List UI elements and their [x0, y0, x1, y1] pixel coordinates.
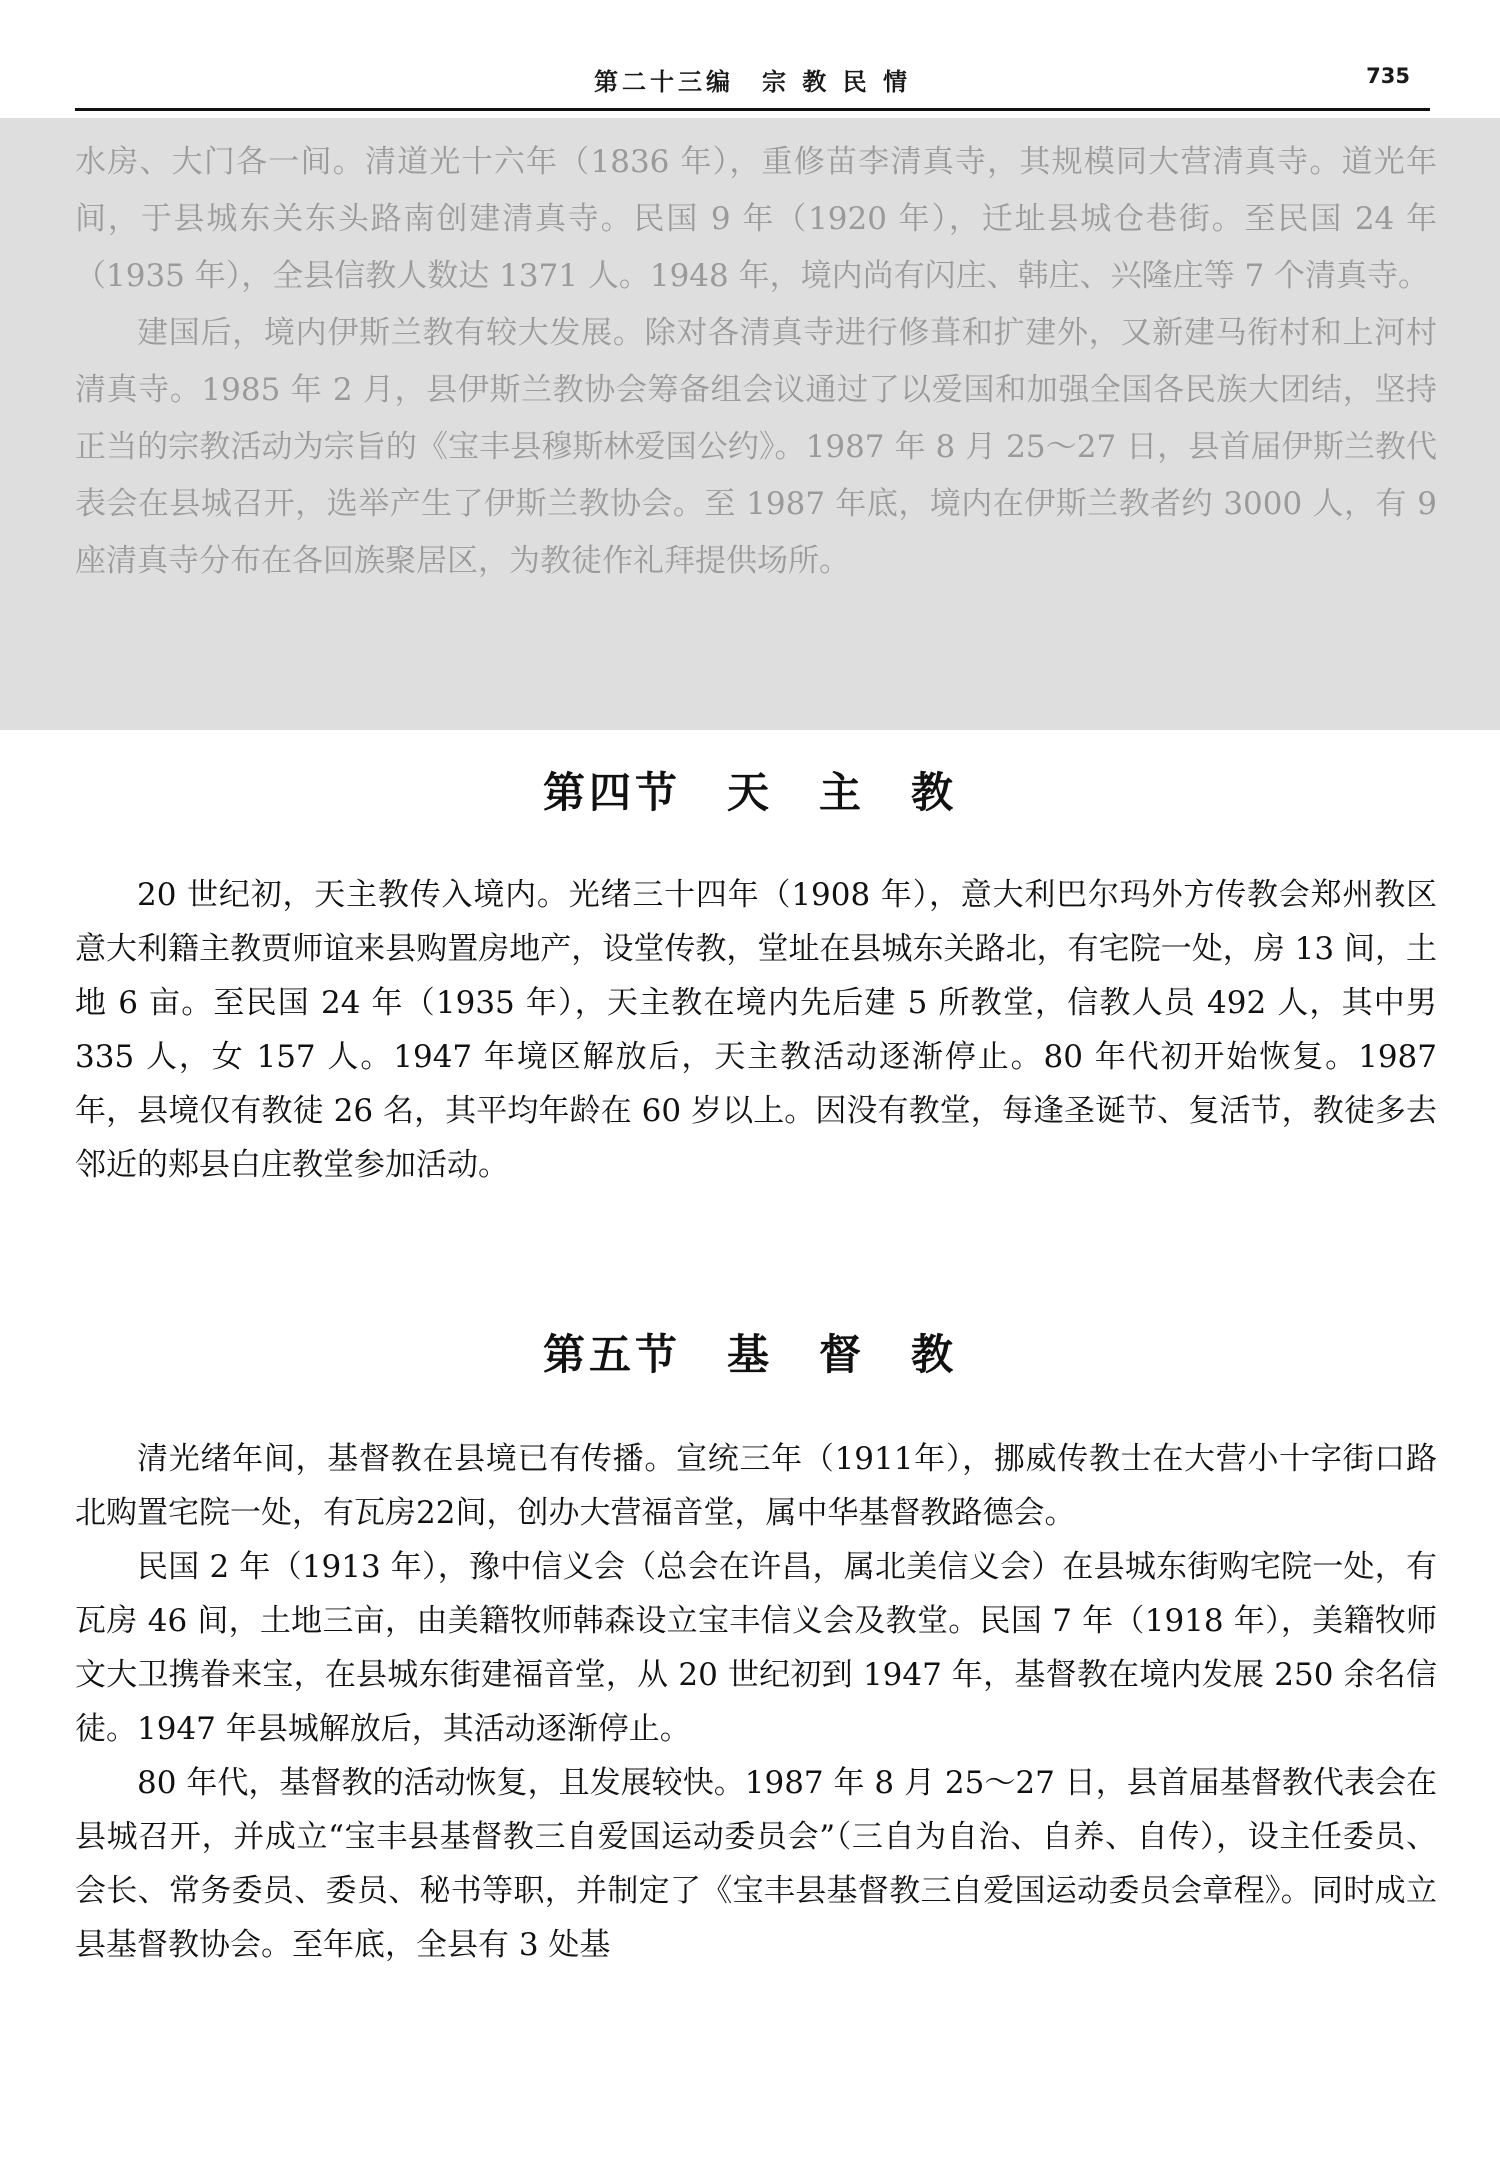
faded-continuation-block	[0, 118, 1500, 730]
section-5-paragraph-2: 民国 2 年（1913 年），豫中信义会（总会在许昌，属北美信义会）在县城东街购宅院一处，有瓦房 46 间，土地三亩，由美籍牧师韩森设立宝丰信义会及教堂。民国 7 年（1918 年），美籍牧师文大卫携眷来宝，在县城东街建福音堂，从 20 世纪初到 1947 年，基督教在境内发展 250 余名信徒。1947 年县城解放后，其活动逐渐停止。	[75, 1549, 1437, 1747]
section-5-title-char-1: 基	[726, 1330, 773, 1379]
section-5-number: 第五节	[542, 1330, 681, 1379]
section-4-title-char-1: 天	[726, 768, 773, 817]
section-4-paragraph-1: 20 世纪初，天主教传入境内。光绪三十四年（1908 年），意大利巴尔玛外方传教会郑州教区意大利籍主教贾师谊来县购置房地产，设堂传教，堂址在县城东关路北，有宅院一处，房 13 间，土地 6 亩。至民国 24 年（1935 年），天主教在境内先后建 5 所教堂，信教人员 492 人，其中男 335 人，女 157 人。1947 年境区解放后，天主教活动逐渐停止。80 年代初开始恢复。1987 年，县境仅有教徒 26 名，其平均年龄在 60 岁以上。因没有教堂，每逢圣诞节、复活节，教徒多去邻近的郏县白庄教堂参加活动。	[75, 877, 1437, 1183]
section-5-paragraph-1: 清光绪年间，基督教在县境已有传播。宣统三年（1911年），挪威传教士在大营小十字街口路北购置宅院一处，有瓦房22间，创办大营福音堂，属中华基督教路德会。	[75, 1441, 1437, 1531]
section-5-title-char-2: 督	[819, 1330, 866, 1379]
section-4-title-char-3: 教	[911, 768, 958, 817]
header-title: 第二十三编 宗 教 民 情	[593, 68, 912, 96]
section-5-body	[75, 1432, 1437, 1972]
faded-paragraph-2: 建国后，境内伊斯兰教有较大发展。除对各清真寺进行修葺和扩建外，又新建马衔村和上河村清真寺。1985 年 2 月，县伊斯兰教协会筹备组会议通过了以爱国和加强全国各民族大团结，坚持正当的宗教活动为宗旨的《宝丰县穆斯林爱国公约》。1987 年 8 月 25～27 日，县首届伊斯兰教代表会在县城召开，选举产生了伊斯兰教协会。至 1987 年底，境内在伊斯兰教者约 3000 人，有 9 座清真寺分布在各回族聚居区，为教徒作礼拜提供场所。	[75, 315, 1437, 579]
running-header	[75, 58, 1430, 111]
faded-text	[75, 134, 1437, 590]
section-4-body	[75, 868, 1437, 1192]
faded-paragraph-1: 水房、大门各一间。清道光十六年（1836 年），重修苗李清真寺，其规模同大营清真寺。道光年间，于县城东关东头路南创建清真寺。民国 9 年（1920 年），迁址县城仓巷街。至民国 24 年（1935 年），全县信教人数达 1371 人。1948 年，境内尚有闪庄、韩庄、兴隆庄等 7 个清真寺。	[75, 144, 1437, 294]
section-5-title-char-3: 教	[911, 1330, 958, 1379]
section-5-paragraph-3: 80 年代，基督教的活动恢复，且发展较快。1987 年 8 月 25～27 日，县首届基督教代表会在县城召开，并成立“宝丰县基督教三自爱国运动委员会”（三自为自治、自养、自传），设主任委员、会长、常务委员、委员、秘书等职，并制定了《宝丰县基督教三自爱国运动委员会章程》。同时成立县基督教协会。至年底，全县有 3 处基	[75, 1765, 1437, 1963]
section-5-heading	[0, 1322, 1500, 1382]
page-number: 735	[1366, 64, 1410, 88]
section-4-title-char-2: 主	[819, 768, 866, 817]
section-4-heading	[0, 760, 1500, 820]
section-4-number: 第四节	[542, 768, 681, 817]
